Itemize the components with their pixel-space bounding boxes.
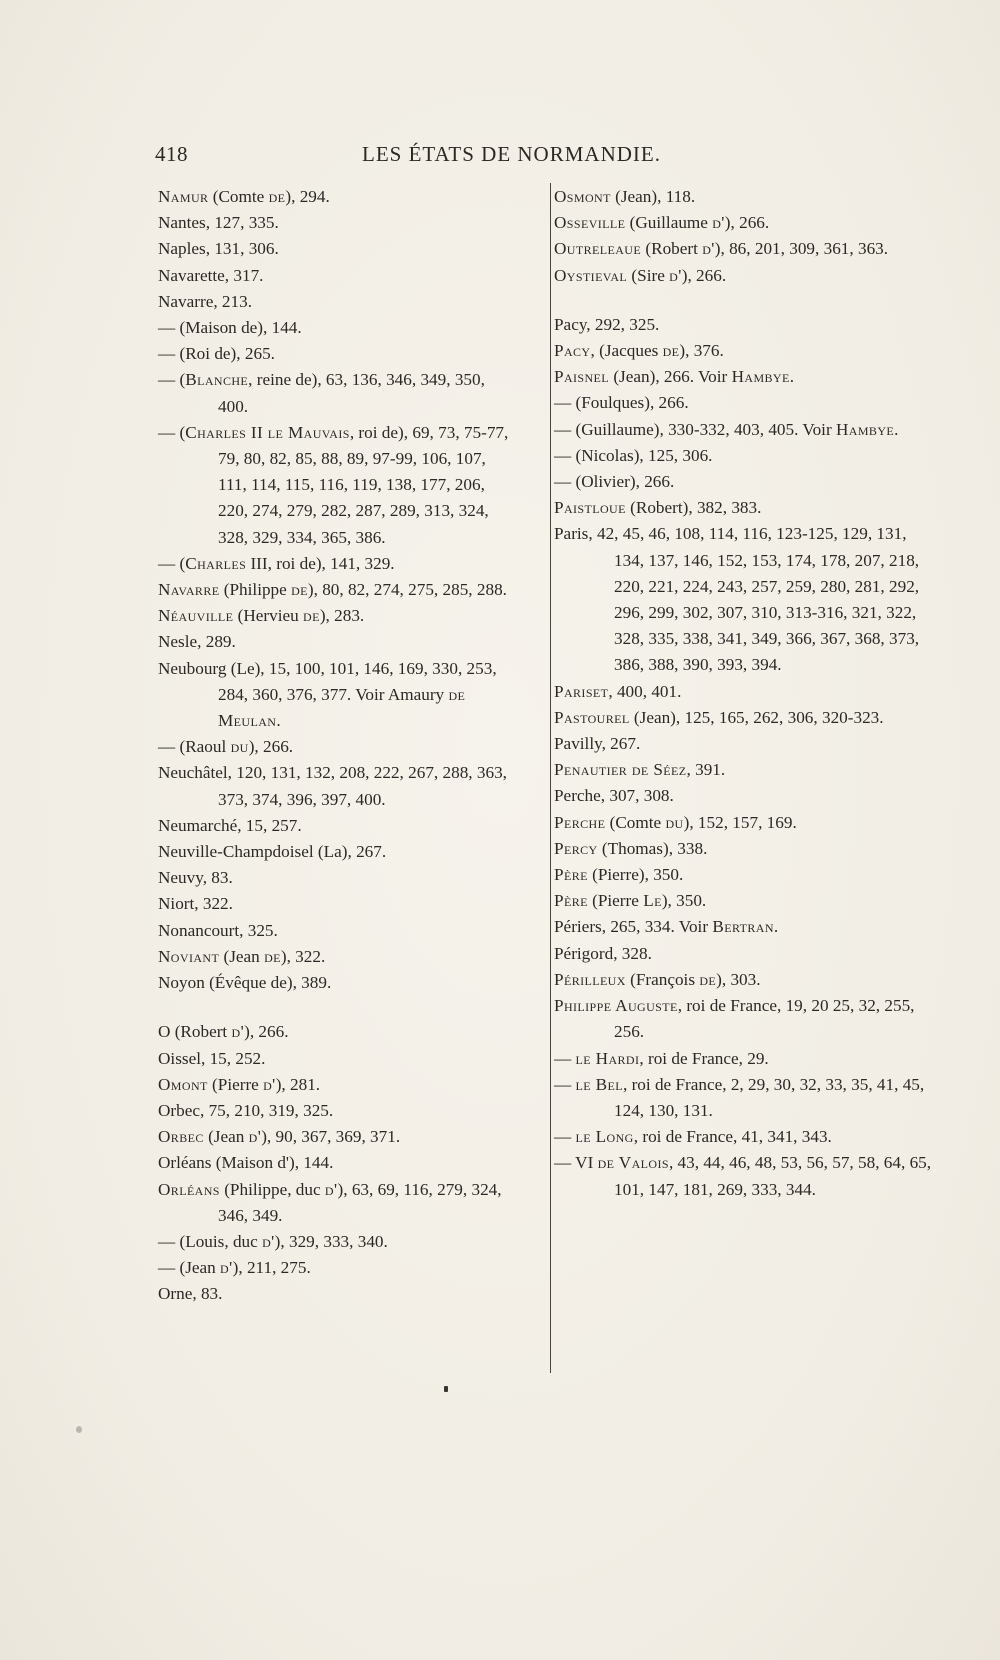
entry-name-smallcaps: du [230, 737, 249, 757]
index-entry [554, 967, 939, 993]
index-entry [554, 263, 939, 289]
index-entry [554, 836, 939, 862]
index-entry [554, 1046, 939, 1072]
entry-name-smallcaps: d' [220, 1258, 233, 1278]
entry-text: Perche, 307, 308. [554, 786, 674, 806]
entry-name-smallcaps: Osseville [554, 213, 626, 233]
entry-text: Neubourg (Le), 15, 100, 101, 146, 169, 330, 253, 284, 360, 376, 377. Voir Amaury [158, 658, 497, 704]
entry-text: Nonancourt, 325. [158, 920, 278, 940]
entry-name-smallcaps: Orbec [158, 1127, 204, 1147]
entry-text: , roi de France, 19, 20 25, 32, 255, 256. [614, 996, 915, 1042]
index-entry [158, 263, 516, 289]
entry-text: (Philippe, duc [219, 1179, 325, 1199]
index-entry [554, 236, 939, 262]
entry-name-smallcaps: Noviant [158, 946, 220, 966]
entry-text: — (Roi de), 265. [158, 344, 275, 364]
index-entry [158, 944, 516, 970]
entry-name-smallcaps: d' [324, 1179, 338, 1199]
entry-name-smallcaps: Namur [158, 187, 209, 206]
entry-text: ), 63, 69, 116, 279, 324, 346, 349. [218, 1179, 502, 1225]
index-entry [158, 1098, 516, 1124]
index-entry [554, 469, 939, 495]
index-entry [554, 210, 939, 236]
entry-name-smallcaps: Orléans [158, 1179, 220, 1199]
entry-text: Neuville-Champdoisel (La), 267. [158, 842, 387, 862]
entry-name-smallcaps: le Long [575, 1127, 634, 1147]
print-mark [444, 1386, 448, 1392]
entry-text: , roi de France, 41, 341, 343. [633, 1127, 832, 1147]
entry-text: ), 322. [280, 946, 326, 966]
entry-name-smallcaps: de [699, 969, 717, 989]
entry-text: ), 90, 367, 369, 371. [261, 1127, 401, 1147]
index-entry [158, 210, 516, 236]
entry-name-smallcaps: d' [248, 1127, 262, 1147]
entry-text: ), 211, 275. [232, 1258, 311, 1278]
entry-name-smallcaps: Paisnel [554, 367, 610, 387]
entry-text: (Pierre), 350. [587, 865, 684, 885]
entry-text: ), 152, 157, 169. [683, 812, 797, 832]
entry-text: — (Foulques), 266. [554, 393, 689, 413]
index-entry [554, 810, 939, 836]
entry-text: — (Jean [158, 1258, 221, 1278]
entry-name-smallcaps: d' [669, 265, 682, 285]
index-entry [158, 839, 516, 865]
entry-text: Nantes, 127, 335. [158, 213, 279, 233]
index-entry [158, 236, 516, 262]
entry-text: Neuchâtel, 120, 131, 132, 208, 222, 267, 288, 363, 373, 374, 396, 397, 400. [158, 763, 507, 809]
index-entry [554, 941, 939, 967]
index-entry [554, 495, 939, 521]
entry-text: ), 294. [285, 187, 330, 206]
entry-name-smallcaps: Père [554, 891, 588, 911]
entry-text: (Sire [627, 265, 670, 285]
index-entry [158, 1019, 516, 1045]
entry-text: ), 80, 82, 274, 275, 285, 288. [307, 580, 507, 600]
index-entry [158, 1046, 516, 1072]
index-entry [158, 420, 516, 551]
index-entry [158, 603, 516, 629]
entry-name-smallcaps: Bertran [712, 917, 774, 937]
entry-text: ), 283. [319, 606, 365, 626]
entry-name-smallcaps: du [665, 812, 684, 832]
entry-text: — (Louis, duc [158, 1231, 263, 1251]
index-entry [554, 417, 939, 443]
entry-text: Oissel, 15, 252. [158, 1048, 266, 1068]
entry-text: (Robert [641, 239, 703, 259]
entry-text: — (Raoul [158, 737, 231, 757]
index-entry [158, 1072, 516, 1098]
entry-name-smallcaps: de [264, 946, 281, 966]
index-entry [158, 1255, 516, 1281]
entry-text: Naples, 131, 306. [158, 239, 279, 259]
entry-name-smallcaps: Charles [185, 553, 247, 573]
index-entry [158, 184, 516, 210]
entry-text: — (Maison de), 144. [158, 318, 302, 338]
index-entry [554, 390, 939, 416]
entry-text: , (Jacques [590, 341, 663, 361]
index-entry [158, 865, 516, 891]
entry-text: Périers, 265, 334. Voir [554, 917, 713, 937]
index-entry [554, 705, 939, 731]
entry-text: Nesle, 289. [158, 632, 236, 652]
index-entry [158, 734, 516, 760]
index-entry [554, 757, 939, 783]
entry-text: ), 281. [275, 1074, 321, 1094]
entry-name-smallcaps: Osmont [554, 187, 611, 206]
entry-name-smallcaps: Philippe Auguste [554, 996, 678, 1016]
entry-text: ), 376. [679, 341, 724, 361]
entry-text: (Pierre [587, 891, 644, 911]
entry-text: Pavilly, 267. [554, 734, 641, 754]
entry-name-smallcaps: de [268, 187, 286, 206]
index-entry [554, 1072, 939, 1124]
entry-text: (Hervieu [233, 606, 304, 626]
entry-name-smallcaps: Oystieval [554, 265, 628, 285]
index-entry [158, 577, 516, 603]
entry-name-smallcaps: Penautier de Séez [554, 760, 687, 780]
entry-text: ), 350. [661, 891, 707, 911]
entry-text: . [789, 367, 795, 387]
entry-name-smallcaps: Hambye [835, 419, 895, 439]
index-entry [158, 341, 516, 367]
index-entry [554, 731, 939, 757]
index-entry [158, 367, 516, 419]
entry-text: ), 303. [716, 969, 761, 989]
entry-text: — ( [158, 422, 186, 442]
section-gap [158, 996, 516, 1019]
entry-text: ), 329, 333, 340. [274, 1231, 388, 1251]
entry-text: (Jean), 266. Voir [609, 367, 732, 387]
entry-text: — ( [158, 553, 186, 573]
entry-text: (Thomas), 338. [597, 838, 708, 858]
entry-name-smallcaps: de Meulan [218, 684, 466, 731]
entry-text: III, roi de), 141, 329. [246, 553, 395, 573]
entry-text: Noyon (Évêque de), 389. [158, 973, 332, 993]
index-column-right [554, 184, 939, 1203]
entry-name-smallcaps: le Hardi [575, 1048, 640, 1068]
entry-text: . [773, 917, 779, 937]
entry-name-smallcaps: le Bel [575, 1074, 623, 1094]
entry-text: — (Nicolas), 125, 306. [554, 445, 713, 465]
entry-text: — (Olivier), 266. [554, 472, 675, 492]
index-entry [554, 312, 939, 338]
entry-name-smallcaps: d' [231, 1022, 245, 1042]
index-entry [554, 783, 939, 809]
entry-text: Neuvy, 83. [158, 868, 233, 888]
entry-name-smallcaps: Percy [554, 838, 598, 858]
entry-text: ), 266. [681, 265, 727, 285]
index-entry [158, 629, 516, 655]
entry-text: Orbec, 75, 210, 319, 325. [158, 1100, 334, 1120]
entry-text: (Philippe [219, 580, 292, 600]
entry-name-smallcaps: Périlleux [554, 969, 626, 989]
entry-text: Navarette, 317. [158, 265, 264, 285]
entry-name-smallcaps: Omont [158, 1074, 208, 1094]
entry-text: (Pierre [207, 1074, 264, 1094]
index-entry [554, 1124, 939, 1150]
entry-text: Navarre, 213. [158, 291, 253, 311]
entry-name-smallcaps: Néauville [158, 606, 234, 626]
index-entry [158, 918, 516, 944]
entry-text: , roi de), 69, 73, 75-77, 79, 80, 82, 85, 88, 89, 97-99, 106, 107, 111, 114, 115, 116, 119, 138, 177, 206, 220, 274, 279, 282, 287, 289, 313, 324, 328, 329, 334, 365, 386. [218, 422, 509, 547]
entry-text: , 43, 44, 46, 48, 53, 56, 57, 58, 64, 65, 101, 147, 181, 269, 333, 344. [614, 1153, 932, 1199]
entry-text: ), 266. [724, 213, 770, 233]
entry-text: , 400, 401. [608, 681, 682, 701]
entry-name-smallcaps: Navarre [158, 580, 220, 600]
entry-name-smallcaps: Perche [554, 812, 606, 832]
index-entry [554, 993, 939, 1045]
entry-name-smallcaps: Pastourel [554, 707, 630, 727]
entry-text: — [554, 1048, 576, 1068]
entry-text: Orne, 83. [158, 1284, 223, 1304]
entry-text: Niort, 322. [158, 894, 233, 914]
index-entry [158, 656, 516, 735]
index-entry [554, 364, 939, 390]
entry-text: . [276, 711, 281, 731]
index-entry [158, 1281, 516, 1307]
entry-text: Orléans (Maison d'), 144. [158, 1153, 334, 1173]
index-column-left [158, 184, 516, 1308]
entry-text: , reine de), 63, 136, 346, 349, 350, 400. [218, 370, 485, 416]
running-title: LES ÉTATS DE NORMANDIE. [362, 142, 661, 166]
index-entry [158, 1229, 516, 1255]
entry-text: (Comte [605, 812, 666, 832]
index-entry [554, 862, 939, 888]
entry-name-smallcaps: Paistloue [554, 498, 626, 518]
index-entry [554, 1150, 939, 1202]
index-entry [554, 338, 939, 364]
entry-name-smallcaps: d' [262, 1231, 275, 1251]
entry-text: (Guillaume [625, 213, 713, 233]
index-entry [554, 521, 939, 678]
index-entry [158, 289, 516, 315]
entry-name-smallcaps: Outreleaue [554, 239, 642, 259]
entry-text: . [894, 419, 899, 439]
index-entry [158, 315, 516, 341]
entry-name-smallcaps: d' [712, 213, 725, 233]
entry-name-smallcaps: de [303, 606, 320, 626]
section-gap [554, 289, 939, 312]
entry-name-smallcaps: d' [702, 239, 715, 259]
index-entry [158, 1177, 516, 1229]
entry-text: Neumarché, 15, 257. [158, 815, 302, 835]
index-entry [158, 1124, 516, 1150]
entry-text: (François [625, 969, 700, 989]
entry-name-smallcaps: de [662, 341, 680, 361]
page-header [155, 142, 695, 174]
entry-text: Pacy, 292, 325. [554, 314, 660, 334]
paper-stain [76, 1426, 82, 1433]
index-entry [158, 970, 516, 996]
entry-name-smallcaps: Blanche [185, 370, 249, 390]
entry-text: (Jean [219, 946, 265, 966]
index-entry [554, 443, 939, 469]
entry-text: ), 86, 201, 309, 361, 363. [714, 239, 889, 259]
entry-name-smallcaps: Pacy [554, 341, 591, 361]
entry-text: — ( [158, 370, 186, 390]
entry-text: (Robert), 382, 383. [625, 498, 762, 518]
entry-name-smallcaps: Père [554, 865, 588, 885]
index-entry [554, 888, 939, 914]
entry-name-smallcaps: Hambye [731, 367, 790, 387]
entry-text: O (Robert [158, 1022, 232, 1042]
entry-text: ), 266. [248, 737, 294, 757]
entry-text: Périgord, 328. [554, 943, 652, 963]
index-entry [158, 891, 516, 917]
index-entry [158, 551, 516, 577]
entry-name-smallcaps: Le [643, 891, 662, 911]
entry-name-smallcaps: d' [263, 1074, 276, 1094]
entry-text: , roi de France, 2, 29, 30, 32, 33, 35, 41, 45, 124, 130, 131. [614, 1074, 925, 1120]
entry-name-smallcaps: Pariset [554, 681, 609, 701]
entry-text: — [554, 1074, 576, 1094]
entry-name-smallcaps: Charles II le Mauvais [185, 422, 350, 442]
entry-text: — [554, 1127, 576, 1147]
index-entry [158, 1150, 516, 1176]
entry-text: ), 266. [244, 1022, 289, 1042]
entry-text: , roi de France, 29. [639, 1048, 769, 1068]
entry-name-smallcaps: de [291, 580, 308, 600]
entry-text: — (Guillaume), 330-332, 403, 405. Voir [554, 419, 836, 439]
entry-text: Paris, 42, 45, 46, 108, 114, 116, 123-125, 129, 131, 134, 137, 146, 152, 153, 174, 178, 207, 218, 220, 221, 224, 243, 257, 259, 280, 281, 292, 296, 299, 302, 307, 310, 313-316, 321, 322, 328, 335, 338, 341, 349, 366, 367, 368, 373, 386, 388, 390, 393, 394. [554, 524, 920, 675]
page-number: 418 [155, 142, 188, 166]
entry-name-smallcaps: de Valois [597, 1153, 669, 1173]
index-entry [554, 184, 939, 210]
index-entry [158, 813, 516, 839]
column-divider [550, 183, 551, 1373]
entry-text: (Comte [208, 187, 269, 206]
index-entry [554, 914, 939, 940]
entry-text: , 391. [686, 760, 726, 780]
entry-text: (Jean), 125, 165, 262, 306, 320-323. [629, 707, 884, 727]
entry-text: (Jean), 118. [610, 187, 696, 206]
index-entry [158, 760, 516, 812]
entry-text: — VI [554, 1153, 598, 1173]
entry-text: (Jean [203, 1127, 249, 1147]
index-entry [554, 679, 939, 705]
